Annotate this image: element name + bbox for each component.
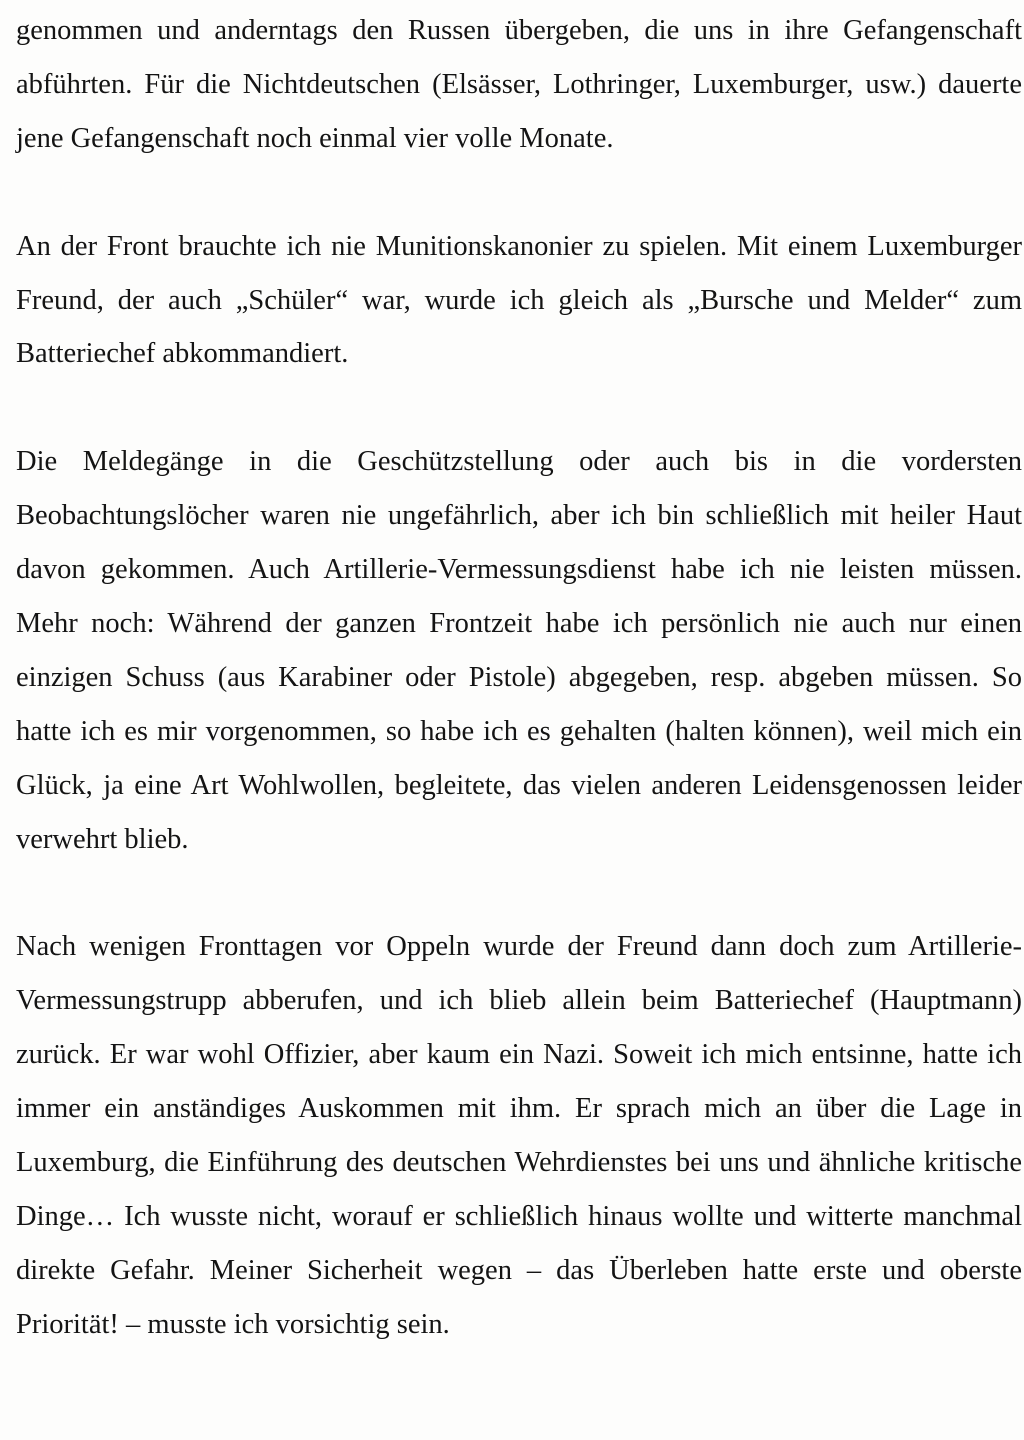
paragraph-4: Nach wenigen Fronttagen vor Oppeln wurde der Freund dann doch zum Artillerie-Vermessungstrupp abberufen, und ich blieb allein beim Batteriechef (Hauptmann) zurück. Er war wohl Offizier, aber kaum ein Nazi. Soweit ich mich entsinne, hatte ich immer ein anständiges Auskommen mit ihm. Er sprach mich an über die Lage in Luxemburg, die Einführung des deutschen Wehrdienstes bei uns und ähnliche kritische Dinge… Ich wusste nicht, worauf er schließlich hinaus wollte und witterte manchmal direkte Gefahr. Meiner Sicherheit wegen – das Überleben hatte erste und oberste Priorität! – musste ich vorsichtig sein. bbox=[16, 931, 1022, 1340]
paragraph-3: Die Meldegänge in die Geschützstellung oder auch bis in die vordersten Beobachtungslöcher waren nie ungefährlich, aber ich bin schließlich mit heiler Haut davon gekommen. Auch Artillerie-Vermessungsdienst habe ich nie leisten müssen. Mehr noch: Während der ganzen Frontzeit habe ich persönlich nie auch nur einen einzigen Schuss (aus Karabiner oder Pistole) abgegeben, resp. abgeben müssen. So hatte ich es mir vorgenommen, so habe ich es gehalten (halten können), weil mich ein Glück, ja eine Art Wohlwollen, begleitete, das vielen anderen Leidensgenossen leider verwehrt blieb. bbox=[16, 446, 1022, 855]
paragraph-1: genommen und anderntags den Russen übergeben, die uns in ihre Gefangenschaft abführten. Für die Nichtdeutschen (Elsässer, Lothringer, Luxemburger, usw.) dauerte jene Gefangenschaft noch einmal vier volle Monate. bbox=[16, 15, 1022, 154]
paragraph-2: An der Front brauchte ich nie Munitionskanonier zu spielen. Mit einem Luxemburger Freund, der auch „Schüler“ war, wurde ich gleich als „Bursche und Melder“ zum Batteriechef abkommandiert. bbox=[16, 230, 1022, 370]
document-body bbox=[16, 4, 1022, 1352]
